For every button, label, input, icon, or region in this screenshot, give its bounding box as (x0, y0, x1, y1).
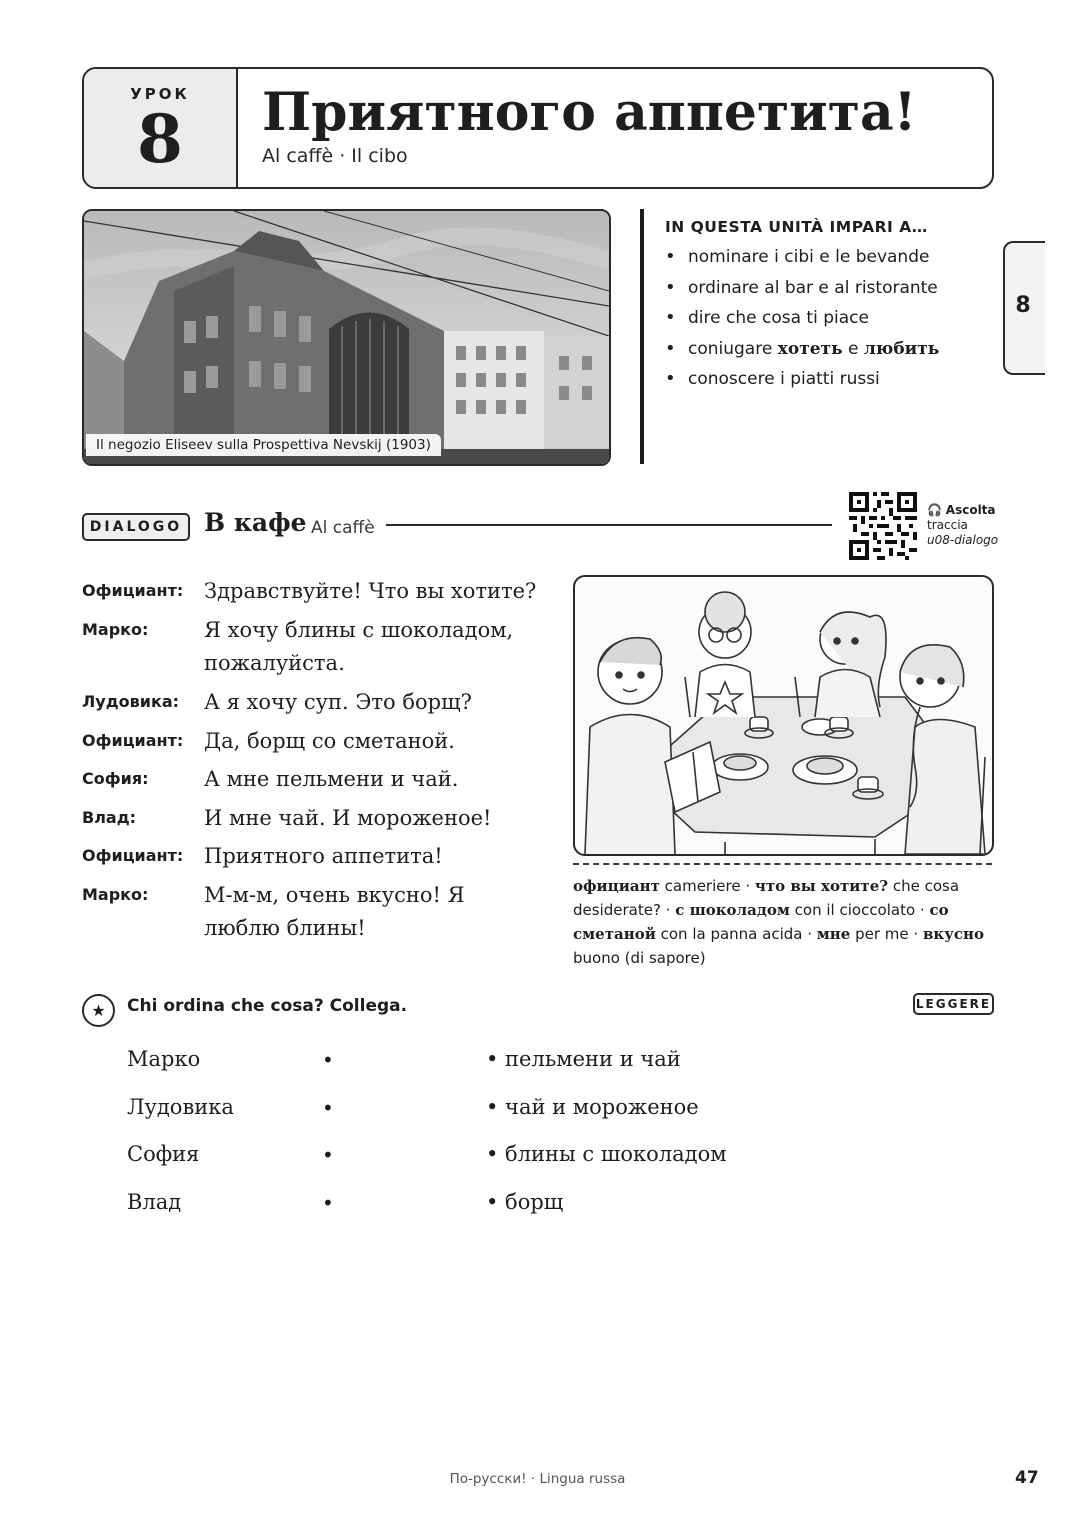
dialog-speaker: Официант: (82, 731, 184, 750)
dialog-title-rule (386, 524, 832, 526)
objective-item: • conoscere i piatti russi (665, 366, 939, 397)
dialog-speaker: София: (82, 769, 149, 788)
dialog-speaker: Официант: (82, 581, 184, 600)
track-name: u08-dialogo (927, 533, 999, 547)
dialog-line: И мне чай. И мороженое! (204, 806, 492, 830)
headphones-icon: 🎧 (927, 503, 942, 517)
match-left-dot[interactable]: • (322, 1143, 334, 1167)
objective-item: • coniugare хотеть e любить (665, 336, 939, 367)
match-left-dot[interactable]: • (322, 1191, 334, 1215)
verb-lyubit: любить (863, 338, 940, 359)
page-number: 47 (1015, 1468, 1039, 1488)
match-left-item: Марко (127, 1047, 201, 1071)
audio-track-link[interactable] (927, 503, 998, 548)
dialog-line: М-м-м, очень вкусно! Я люблю блины! (204, 883, 465, 940)
glossary: официант cameriere · что вы хотите? che cosa desiderate? · с шоколадом con il cioccolato · со сметаной con la panna acida · мне per me · вкусно buono (di sapore) (573, 877, 984, 967)
exercise-skill-badge: LEGGERE (913, 993, 994, 1015)
exercise-title: Chi ordina che cosa? Collega. (127, 996, 408, 1016)
match-right-item[interactable]: • борщ (486, 1190, 564, 1214)
dialog-speaker: Влад: (82, 808, 137, 827)
dialog-speaker: Официант: (82, 846, 184, 865)
dialog-line: Я хочу блины с шоколадом, пожалуйста. (204, 618, 514, 675)
track-label: traccia (927, 518, 968, 532)
match-left-dot[interactable]: • (322, 1096, 334, 1120)
objective-item: • nominare i cibi e le bevande (665, 244, 939, 275)
photo-caption: Il negozio Eliseev sulla Prospettiva Nevskij (1903) (86, 434, 441, 456)
dialog-line: Приятного аппетита! (204, 844, 443, 868)
building-photo (82, 209, 611, 466)
dialog-line: Да, борщ со сметаной. (204, 729, 455, 753)
lesson-label: УРОК (130, 85, 190, 103)
match-right-item[interactable]: • пельмени и чай (486, 1047, 681, 1071)
objective-item: • ordinare al bar e al ristorante (665, 275, 939, 306)
objectives-title: IN QUESTA UNITÀ IMPARI A… (665, 218, 928, 236)
qr-code-icon[interactable] (849, 492, 917, 560)
chapter-side-tab[interactable] (1003, 241, 1045, 375)
dialog-speaker: Марко: (82, 620, 149, 639)
match-left-dot[interactable]: • (322, 1048, 334, 1072)
lesson-number-box (84, 69, 238, 187)
objective-item: • dire che cosa ti piace (665, 305, 939, 336)
match-left-item: Влад (127, 1190, 182, 1214)
chapter-tab-number: 8 (1015, 293, 1031, 318)
objectives-rule (640, 209, 644, 464)
dialog-line: А мне пельмени и чай. (204, 767, 459, 791)
dialog-line: Здравствуйте! Что вы хотите? (204, 579, 537, 603)
verb-khotet: хотеть (777, 338, 843, 359)
dialog-line: А я хочу суп. Это борщ? (204, 690, 472, 714)
page-subtitle: Al caffè · Il cibo (262, 145, 408, 167)
match-left-item: Лудовика (127, 1095, 234, 1119)
eliseev-building-image (84, 211, 609, 464)
friends-at-table-image (575, 577, 992, 854)
dialog-speaker: Лудовика: (82, 692, 180, 711)
match-left-item: София (127, 1142, 200, 1166)
glossary-rule (573, 863, 992, 865)
listen-label: Ascolta (945, 503, 996, 517)
dialog-speaker: Марко: (82, 885, 149, 904)
page-title: Приятного аппетита! (262, 82, 917, 143)
star-icon: ★ (82, 994, 115, 1027)
match-right-item[interactable]: • чай и мороженое (486, 1095, 699, 1119)
footer-book-title: По-русски! · Lingua russa (449, 1471, 626, 1487)
lesson-header (82, 67, 994, 189)
dialog-title: В кафе (204, 508, 307, 537)
objectives-list (665, 244, 939, 397)
dialog-subtitle: Al caffè (311, 518, 375, 538)
match-right-item[interactable]: • блины с шоколадом (486, 1142, 727, 1166)
cafe-illustration (573, 575, 994, 856)
dialog-badge: DIALOGO (82, 513, 190, 541)
lesson-number: 8 (137, 100, 183, 178)
